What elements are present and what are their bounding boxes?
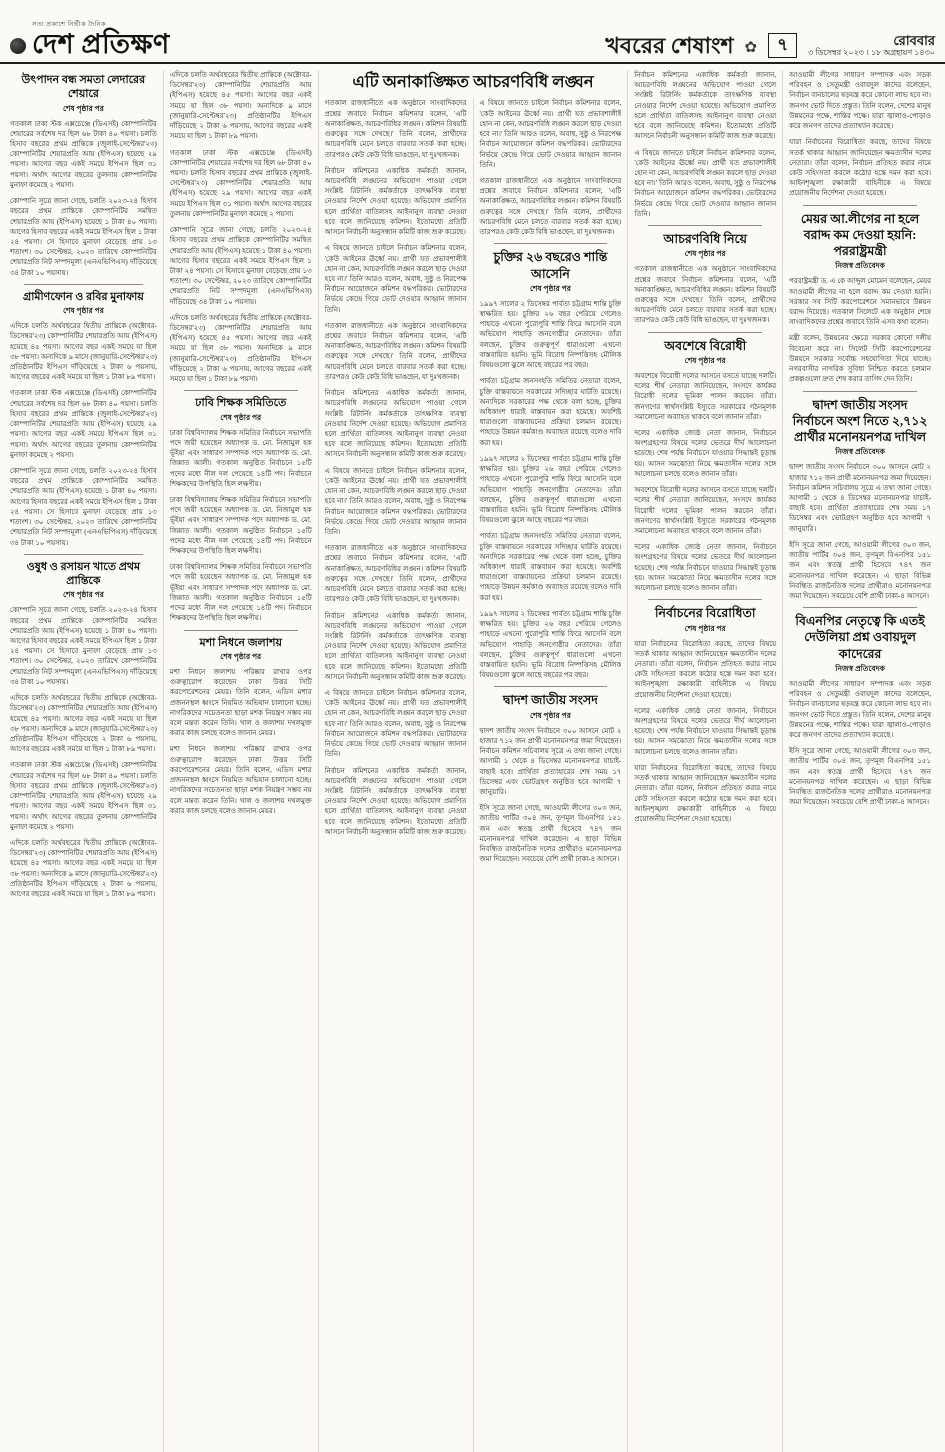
article-body: মশা নিধনে জলাশয় পরিষ্কার রাখার ওপর গুরুত্বারোপ করেছেন ঢাকা উত্তর সিটি করপোরেশনের মেয়র। তিনি বলেন, এডিস মশার প্রজননস্থল ধ্বংসে নিয়মিত অভিযান চালানো হচ্ছে। নাগরিকদের সচেতনতা ছাড়া মশক নিয়ন্ত্রণ সম্ভব নয় বলে মন্তব্য করেন তিনি। খাল ও জলাশয় দখলমুক্ত করার কাজ চলছে বলেও জানান মেয়র। bbox=[169, 745, 312, 815]
article-divider bbox=[648, 599, 762, 600]
article-body: কোম্পানি সূত্রে জানা গেছে, চলতি ২০২৩-২৪ হিসাব বছরের প্রথম প্রান্তিকে কোম্পানিটির সমন্বিত শেয়ারপ্রতি আয় (ইপিএস) হয়েছে ১ টাকা ৪০ পয়সা। আগের হিসাব বছরের একই সময়ে ইপিএস ছিল ১ টাকা ২৪ পয়সা। সে হিসাবে মুনাফা বেড়েছে প্রায় ১৩ শতাংশ। ৩০ সেপ্টেম্বর, ২০২৩ তারিখে কোম্পানিটির শেয়ারপ্রতি নিট সম্পদমূল্য (এনএভিপিএস) দাঁড়িয়েছে ৩৪ টাকা ১০ পয়সায়। bbox=[10, 197, 157, 277]
article-body: যারা নির্বাচনের বিরোধিতা করছে, তাদের বিষয়ে সতর্ক থাকার আহ্বান জানিয়েছেন ক্ষমতাসীন দলের নেতারা। তাঁরা বলেন, নির্বাচন প্রতিহত করার নামে কেউ সহিংসতা করলে কঠোর হস্তে দমন করা হবে। আইনশৃঙ্খলা রক্ষাকারী বাহিনীকে এ বিষয়ে প্রয়োজনীয় নির্দেশনা দেওয়া হয়েছে। bbox=[634, 763, 777, 823]
article-headline: দ্বাদশ জাতীয় সংসদ নির্বাচনে অংশ নিতে ২,৭১২ প্রার্থীর মনোনয়নপত্র দাখিল bbox=[792, 397, 928, 445]
article-byline: নিজস্ব প্রতিবেদক bbox=[835, 447, 885, 457]
article-byline: শেষ পৃষ্ঠার পর bbox=[62, 306, 104, 316]
article-body: যারা নির্বাচনের বিরোধিতা করছে, তাদের বিষয়ে সতর্ক থাকার আহ্বান জানিয়েছেন ক্ষমতাসীন দলের নেতারা। তাঁরা বলেন, নির্বাচন প্রতিহত করার নামে কেউ সহিংসতা করলে কঠোর হস্তে দমন করা হবে। আইনশৃঙ্খলা রক্ষাকারী বাহিনীকে এ বিষয়ে প্রয়োজনীয় নির্দেশনা দেওয়া হয়েছে। bbox=[789, 138, 931, 198]
news-column-3 bbox=[325, 98, 473, 1452]
article-body: পার্বত্য চট্টগ্রাম জনসংহতি সমিতির নেতারা বলেন, চুক্তি বাস্তবায়নে সরকারের সদিচ্ছার ঘাটতি রয়েছে। অন্যদিকে সরকারের পক্ষ থেকে বলা হচ্ছে, চুক্তির অধিকাংশ ধারাই বাস্তবায়ন করা হয়েছে। অবশিষ্ট ধারাগুলো বাস্তবায়নের প্রক্রিয়া চলমান রয়েছে। পাহাড়ে উন্নয়ন কর্মকাণ্ড অব্যাহত রয়েছে বলেও দাবি করা হয়। bbox=[479, 532, 622, 602]
lead-article-headline: এটি অনাকাঙ্ক্ষিত আচরণবিধি লঙ্ঘন bbox=[352, 72, 594, 91]
flower-ornament-icon: ✿ bbox=[744, 40, 758, 56]
article-body: এদিকে চলতি অর্থবছরের দ্বিতীয় প্রান্তিকে (অক্টোবর-ডিসেম্বর'২৩) কোম্পানিটির শেয়ারপ্রতি আয় (ইপিএস) হয়েছে ৪৫ পয়সা। আগের বছর একই সময়ে যা ছিল ৩৮ পয়সা। অন্যদিকে ৯ মাসে (জানুয়ারি-সেপ্টেম্বর'২৩) প্রতিষ্ঠানটির ইপিএস দাঁড়িয়েছে ২ টাকা ৬ পয়সায়, আগের বছরের একই সময়ে যা ছিল ১ টাকা ৮৯ পয়সা। bbox=[10, 838, 157, 899]
article-divider bbox=[184, 390, 298, 391]
article-body: নির্বাচন কমিশনের একাধিক কর্মকর্তা জানান, আচরণবিধি লঙ্ঘনের অভিযোগ পাওয়া গেলে সংশ্লিষ্ট রিটার্নিং কর্মকর্তাকে তাৎক্ষণিক ব্যবস্থা নেওয়ার নির্দেশ দেওয়া হয়েছে। অভিযোগ প্রমাণিত হলে প্রার্থিতা বাতিলসহ আইনানুগ ব্যবস্থা নেওয়া হবে বলে জানিয়েছে কমিশন। ইতোমধ্যে প্রতিটি আসনে নির্বাচনী অনুসন্ধান কমিটি কাজ শুরু করেছে। bbox=[324, 166, 467, 237]
page-body bbox=[0, 64, 945, 1452]
article-headline: আচরণবিধি নিয়ে bbox=[663, 232, 747, 247]
article-body: দলের একাধিক জ্যেষ্ঠ নেতা জানান, নির্বাচনে অংশগ্রহণের বিষয়ে দলের ভেতরে দীর্ঘ আলোচনা হয়েছে। শেষ পর্যন্ত নির্বাচনে যাওয়ার সিদ্ধান্তই চূড়ান্ত হয়। আসন সমঝোতা নিয়ে ক্ষমতাসীন দলের সঙ্গে আলোচনা চলছে বলেও জানান তাঁরা। bbox=[634, 706, 777, 756]
article-body: ঢাকা বিশ্ববিদ্যালয় শিক্ষক সমিতির নির্বাচনে সভাপতি পদে জয়ী হয়েছেন অধ্যাপক ড. মো. নিজামুল হক ভূঁইয়া এবং সাধারণ সম্পাদক পদে অধ্যাপক ড. মো. জিন্নাত আলী। গতকাল অনুষ্ঠিত নির্বাচনে ১৫টি পদের মধ্যে নীল দল পেয়েছে ১৪টি পদ। নির্বাচনে শিক্ষকদের উপস্থিতি ছিল লক্ষণীয়। bbox=[169, 563, 312, 623]
article-divider bbox=[494, 686, 608, 687]
article-body: এ বিষয়ে জানতে চাইলে নির্বাচন কমিশনার বলেন, 'কেউ আইনের ঊর্ধ্বে নয়। প্রার্থী যত প্রভাবশালীই হোন না কেন, আচরণবিধি লঙ্ঘন করলে ছাড় দেওয়া হবে না।' তিনি আরও বলেন, অবাধ, সুষ্ঠু ও নিরপেক্ষ নির্বাচন আয়োজনে কমিশন বদ্ধপরিকর। ভোটারদের নির্ভয়ে কেন্দ্রে গিয়ে ভোট দেওয়ার আহ্বান জানান তিনি। bbox=[324, 466, 467, 536]
article-divider bbox=[494, 243, 608, 244]
article-body: ইসি সূত্রে জানা গেছে, আওয়ামী লীগের ৩০৩ জন, জাতীয় পার্টির ৩০৪ জন, তৃণমূল বিএনপির ১৫১ জন এবং স্বতন্ত্র প্রার্থী হিসেবে ৭৪৭ জন মনোনয়নপত্র দাখিল করেছেন। এ ছাড়া বিভিন্ন নিবন্ধিত রাজনৈতিক দলের প্রার্থীরাও মনোনয়নপত্র জমা দিয়েছেন। সবচেয়ে বেশি প্রার্থী ঢাকা-৪ আসনে। bbox=[479, 804, 622, 864]
article-body: যারা নির্বাচনের বিরোধিতা করছে, তাদের বিষয়ে সতর্ক থাকার আহ্বান জানিয়েছেন ক্ষমতাসীন দলের নেতারা। তাঁরা বলেন, নির্বাচন প্রতিহত করার নামে কেউ সহিংসতা করলে কঠোর হস্তে দমন করা হবে। আইনশৃঙ্খলা রক্ষাকারী বাহিনীকে এ বিষয়ে প্রয়োজনীয় নির্দেশনা দেওয়া হয়েছে। bbox=[634, 639, 777, 699]
masthead-logo-icon bbox=[10, 38, 26, 54]
article-body: এ বিষয়ে জানতে চাইলে নির্বাচন কমিশনার বলেন, 'কেউ আইনের ঊর্ধ্বে নয়। প্রার্থী যত প্রভাবশালীই হোন না কেন, আচরণবিধি লঙ্ঘন করলে ছাড় দেওয়া হবে না।' তিনি আরও বলেন, অবাধ, সুষ্ঠু ও নিরপেক্ষ নির্বাচন আয়োজনে কমিশন বদ্ধপরিকর। ভোটারদের নির্ভয়ে কেন্দ্রে গিয়ে ভোট দেওয়ার আহ্বান জানান তিনি। bbox=[324, 689, 467, 759]
article-divider bbox=[184, 630, 298, 631]
header-right bbox=[605, 33, 935, 58]
article-byline: শেষ পৃষ্ঠার পর bbox=[684, 249, 726, 259]
article-headline: বিএনপির নেতৃত্বে কি এতই দেউলিয়া প্রশ্ন ওবায়দুল কাদেরের bbox=[795, 614, 925, 661]
article-divider bbox=[648, 332, 762, 333]
news-column-4 bbox=[473, 98, 622, 1452]
article-body: নির্বাচন কমিশনের একাধিক কর্মকর্তা জানান, আচরণবিধি লঙ্ঘনের অভিযোগ পাওয়া গেলে সংশ্লিষ্ট রিটার্নিং কর্মকর্তাকে তাৎক্ষণিক ব্যবস্থা নেওয়ার নির্দেশ দেওয়া হয়েছে। অভিযোগ প্রমাণিত হলে প্রার্থিতা বাতিলসহ আইনানুগ ব্যবস্থা নেওয়া হবে বলে জানিয়েছে কমিশন। ইতোমধ্যে প্রতিটি আসনে নির্বাচনী অনুসন্ধান কমিটি কাজ শুরু করেছে। bbox=[324, 766, 467, 836]
masthead-tagline: সত্য প্রকাশে নির্ভীক দৈনিক bbox=[32, 21, 106, 28]
article-body: গতকাল রাজধানীতে এক অনুষ্ঠানে সাংবাদিকদের প্রশ্নের জবাবে নির্বাচন কমিশনার বলেন, 'এটি অনাকাঙ্ক্ষিত, আচরণবিধির লঙ্ঘন। কমিশন বিষয়টি গুরুত্বের সঙ্গে দেখছে।' তিনি বলেন, প্রার্থীদের আচরণবিধি মেনে চলতে বারবার সতর্ক করা হচ্ছে। তারপরও কেউ কেউ বিধি ভাঙছেন, যা দুঃখজনক। bbox=[479, 176, 622, 237]
article-body: গতকাল ঢাকা স্টক এক্সচেঞ্জে (ডিএসই) কোম্পানিটির শেয়ারের সর্বশেষ দর ছিল ৬৮ টাকা ৪০ পয়সা। চলতি হিসাব বছরের প্রথম প্রান্তিকে (জুলাই-সেপ্টেম্বর'২৩) কোম্পানিটির শেয়ারপ্রতি আয় (ইপিএস) হয়েছে ২৯ পয়সা। আগের বছর একই সময়ে ইপিএস ছিল ৩১ পয়সা। অর্থাৎ আগের বছরের তুলনায় কোম্পানিটির মুনাফা কমেছে ২ পয়সা। bbox=[10, 389, 157, 459]
article-headline: নির্বাচনের বিরোধিতা bbox=[654, 606, 756, 621]
article-byline: নিজস্ব প্রতিবেদক bbox=[835, 261, 885, 271]
article-body: গতকাল ঢাকা স্টক এক্সচেঞ্জে (ডিএসই) কোম্পানিটির শেয়ারের সর্বশেষ দর ছিল ৬৮ টাকা ৪০ পয়সা। চলতি হিসাব বছরের প্রথম প্রান্তিকে (জুলাই-সেপ্টেম্বর'২৩) কোম্পানিটির শেয়ারপ্রতি আয় (ইপিএস) হয়েছে ২৯ পয়সা। আগের বছর একই সময়ে ইপিএস ছিল ৩১ পয়সা। অর্থাৎ আগের বছরের তুলনায় কোম্পানিটির মুনাফা কমেছে ২ পয়সা। bbox=[10, 761, 157, 831]
article-divider bbox=[24, 554, 143, 555]
article-headline: মেয়র আ.লীগের না হলে বরাদ্দ কম দেওয়া হয়নি: পররাষ্ট্রমন্ত্রী bbox=[800, 211, 920, 259]
article-body: পার্বত্য চট্টগ্রাম জনসংহতি সমিতির নেতারা বলেন, চুক্তি বাস্তবায়নে সরকারের সদিচ্ছার ঘাটতি রয়েছে। অন্যদিকে সরকারের পক্ষ থেকে বলা হচ্ছে, চুক্তির অধিকাংশ ধারাই বাস্তবায়ন করা হয়েছে। অবশিষ্ট ধারাগুলো বাস্তবায়নের প্রক্রিয়া চলমান রয়েছে। পাহাড়ে উন্নয়ন কর্মকাণ্ড অব্যাহত রয়েছে বলেও দাবি করা হয়। bbox=[479, 377, 622, 447]
news-column-6 bbox=[782, 70, 937, 1452]
article-body: কোম্পানি সূত্রে জানা গেছে, চলতি ২০২৩-২৪ হিসাব বছরের প্রথম প্রান্তিকে কোম্পানিটির সমন্বিত শেয়ারপ্রতি আয় (ইপিএস) হয়েছে ১ টাকা ৪০ পয়সা। আগের হিসাব বছরের একই সময়ে ইপিএস ছিল ১ টাকা ২৪ পয়সা। সে হিসাবে মুনাফা বেড়েছে প্রায় ১৩ শতাংশ। ৩০ সেপ্টেম্বর, ২০২৩ তারিখে কোম্পানিটির শেয়ারপ্রতি নিট সম্পদমূল্য (এনএভিপিএস) দাঁড়িয়েছে ৩৪ টাকা ১০ পয়সায়। bbox=[10, 606, 157, 686]
article-body: অবশেষে বিরোধী দলের আসনে বসতে যাচ্ছে দলটি। দলের শীর্ষ নেতারা জানিয়েছেন, সংসদে কার্যকর বিরোধী দলের ভূমিকা পালন করবেন তাঁরা। জনগণের স্বার্থসংশ্লিষ্ট ইস্যুতে সরকারের গঠনমূলক সমালোচনা অব্যাহত থাকবে বলে জানান তাঁরা। bbox=[634, 486, 777, 535]
article-body: দ্বাদশ জাতীয় সংসদ নির্বাচনে ৩০০ আসনে মোট ২ হাজার ৭১২ জন প্রার্থী মনোনয়নপত্র জমা দিয়েছেন। নির্বাচন কমিশন সচিবালয় সূত্রে এ তথ্য জানা গেছে। আগামী ১ থেকে ৪ ডিসেম্বর মনোনয়নপত্র যাচাই-বাছাই হবে। প্রার্থিতা প্রত্যাহারের শেষ সময় ১৭ ডিসেম্বর এবং ভোটগ্রহণ অনুষ্ঠিত হবে আগামী ৭ জানুয়ারি। bbox=[789, 463, 931, 533]
article-body: ইসি সূত্রে জানা গেছে, আওয়ামী লীগের ৩০৩ জন, জাতীয় পার্টির ৩০৪ জন, তৃণমূল বিএনপির ১৫১ জন এবং স্বতন্ত্র প্রার্থী হিসেবে ৭৪৭ জন মনোনয়নপত্র দাখিল করেছেন। এ ছাড়া বিভিন্ন নিবন্ধিত রাজনৈতিক দলের প্রার্থীরাও মনোনয়নপত্র জমা দিয়েছেন। সবচেয়ে বেশি প্রার্থী ঢাকা-৪ আসনে। bbox=[789, 540, 931, 600]
article-body: এদিকে চলতি অর্থবছরের দ্বিতীয় প্রান্তিকে (অক্টোবর-ডিসেম্বর'২৩) কোম্পানিটির শেয়ারপ্রতি আয় (ইপিএস) হয়েছে ৪৫ পয়সা। আগের বছর একই সময়ে যা ছিল ৩৮ পয়সা। অন্যদিকে ৯ মাসে (জানুয়ারি-সেপ্টেম্বর'২৩) প্রতিষ্ঠানটির ইপিএস দাঁড়িয়েছে ২ টাকা ৬ পয়সায়, আগের বছরের একই সময়ে যা ছিল ১ টাকা ৮৯ পয়সা। bbox=[10, 322, 157, 382]
article-divider bbox=[803, 205, 917, 206]
article-body: অবশেষে বিরোধী দলের আসনে বসতে যাচ্ছে দলটি। দলের শীর্ষ নেতারা জানিয়েছেন, সংসদে কার্যকর বিরোধী দলের ভূমিকা পালন করবেন তাঁরা। জনগণের স্বার্থসংশ্লিষ্ট ইস্যুতে সরকারের গঠনমূলক সমালোচনা অব্যাহত থাকবে বলে জানান তাঁরা। bbox=[634, 371, 777, 421]
article-body: এ বিষয়ে জানতে চাইলে নির্বাচন কমিশনার বলেন, 'কেউ আইনের ঊর্ধ্বে নয়। প্রার্থী যত প্রভাবশালীই হোন না কেন, আচরণবিধি লঙ্ঘন করলে ছাড় দেওয়া হবে না।' তিনি আরও বলেন, অবাধ, সুষ্ঠু ও নিরপেক্ষ নির্বাচন আয়োজনে কমিশন বদ্ধপরিকর। ভোটারদের নির্ভয়ে কেন্দ্রে গিয়ে ভোট দেওয়ার আহ্বান জানান তিনি। bbox=[634, 148, 777, 218]
article-body: নির্বাচন কমিশনের একাধিক কর্মকর্তা জানান, আচরণবিধি লঙ্ঘনের অভিযোগ পাওয়া গেলে সংশ্লিষ্ট রিটার্নিং কর্মকর্তাকে তাৎক্ষণিক ব্যবস্থা নেওয়ার নির্দেশ দেওয়া হয়েছে। অভিযোগ প্রমাণিত হলে প্রার্থিতা বাতিলসহ আইনানুগ ব্যবস্থা নেওয়া হবে বলে জানিয়েছে কমিশন। ইতোমধ্যে প্রতিটি আসনে নির্বাচনী অনুসন্ধান কমিটি কাজ শুরু করেছে। bbox=[324, 611, 467, 681]
article-body: এদিকে চলতি অর্থবছরের দ্বিতীয় প্রান্তিকে (অক্টোবর-ডিসেম্বর'২৩) কোম্পানিটির শেয়ারপ্রতি আয় (ইপিএস) হয়েছে ৪৫ পয়সা। আগের বছর একই সময়ে যা ছিল ৩৮ পয়সা। অন্যদিকে ৯ মাসে (জানুয়ারি-সেপ্টেম্বর'২৩) প্রতিষ্ঠানটির ইপিএস দাঁড়িয়েছে ২ টাকা ৬ পয়সায়, আগের বছরের একই সময়ে যা ছিল ১ টাকা ৮৯ পয়সা। bbox=[169, 71, 312, 141]
article-headline: অবশেষে বিরোধী bbox=[664, 338, 747, 353]
article-body: এদিকে চলতি অর্থবছরের দ্বিতীয় প্রান্তিকে (অক্টোবর-ডিসেম্বর'২৩) কোম্পানিটির শেয়ারপ্রতি আয় (ইপিএস) হয়েছে ৪৫ পয়সা। আগের বছর একই সময়ে যা ছিল ৩৮ পয়সা। অন্যদিকে ৯ মাসে (জানুয়ারি-সেপ্টেম্বর'২৩) প্রতিষ্ঠানটির ইপিএস দাঁড়িয়েছে ২ টাকা ৬ পয়সায়, আগের বছরের একই সময়ে যা ছিল ১ টাকা ৮৯ পয়সা। bbox=[169, 313, 312, 384]
article-body: এ বিষয়ে জানতে চাইলে নির্বাচন কমিশনার বলেন, 'কেউ আইনের ঊর্ধ্বে নয়। প্রার্থী যত প্রভাবশালীই হোন না কেন, আচরণবিধি লঙ্ঘন করলে ছাড় দেওয়া হবে না।' তিনি আরও বলেন, অবাধ, সুষ্ঠু ও নিরপেক্ষ নির্বাচন আয়োজনে কমিশন বদ্ধপরিকর। ভোটারদের নির্ভয়ে কেন্দ্রে গিয়ে ভোট দেওয়ার আহ্বান জানান তিনি। bbox=[479, 99, 622, 169]
article-headline: দ্বাদশ জাতীয় সংসদ bbox=[502, 693, 598, 708]
article-body: কোম্পানি সূত্রে জানা গেছে, চলতি ২০২৩-২৪ হিসাব বছরের প্রথম প্রান্তিকে কোম্পানিটির সমন্বিত শেয়ারপ্রতি আয় (ইপিএস) হয়েছে ১ টাকা ৪০ পয়সা। আগের হিসাব বছরের একই সময়ে ইপিএস ছিল ১ টাকা ২৪ পয়সা। সে হিসাবে মুনাফা বেড়েছে প্রায় ১৩ শতাংশ। ৩০ সেপ্টেম্বর, ২০২৩ তারিখে কোম্পানিটির শেয়ারপ্রতি নিট সম্পদমূল্য (এনএভিপিএস) দাঁড়িয়েছে ৩৪ টাকা ১০ পয়সায়। bbox=[10, 467, 157, 547]
article-body: ঢাকা বিশ্ববিদ্যালয় শিক্ষক সমিতির নির্বাচনে সভাপতি পদে জয়ী হয়েছেন অধ্যাপক ড. মো. নিজামুল হক ভূঁইয়া এবং সাধারণ সম্পাদক পদে অধ্যাপক ড. মো. জিন্নাত আলী। গতকাল অনুষ্ঠিত নির্বাচনে ১৫টি পদের মধ্যে নীল দল পেয়েছে ১৪টি পদ। নির্বাচনে শিক্ষকদের উপস্থিতি ছিল লক্ষণীয়। bbox=[169, 428, 312, 488]
article-byline: শেষ পৃষ্ঠার পর bbox=[529, 710, 571, 720]
news-column-5 bbox=[627, 70, 782, 1452]
article-body: ১৯৯৭ সালের ২ ডিসেম্বর পার্বত্য চট্টগ্রাম শান্তি চুক্তি স্বাক্ষরিত হয়। চুক্তির ২৬ বছর পেরিয়ে গেলেও পাহাড়ে এখনো পুরোপুরি শান্তি ফিরে আসেনি বলে অভিযোগ পাহাড়ি জনগোষ্ঠীর নেতাদের। তাঁরা বলছেন, চুক্তির গুরুত্বপূর্ণ ধারাগুলো এখনো বাস্তবায়িত হয়নি। ভূমি বিরোধ নিষ্পত্তিসহ মৌলিক বিষয়গুলো ঝুলে আছে বছরের পর বছর। bbox=[479, 609, 622, 680]
article-body: এ বিষয়ে জানতে চাইলে নির্বাচন কমিশনার বলেন, 'কেউ আইনের ঊর্ধ্বে নয়। প্রার্থী যত প্রভাবশালীই হোন না কেন, আচরণবিধি লঙ্ঘন করলে ছাড় দেওয়া হবে না।' তিনি আরও বলেন, অবাধ, সুষ্ঠু ও নিরপেক্ষ নির্বাচন আয়োজনে কমিশন বদ্ধপরিকর। ভোটারদের নির্ভয়ে কেন্দ্রে গিয়ে ভোট দেওয়ার আহ্বান জানান তিনি। bbox=[324, 244, 467, 314]
article-body: কোম্পানি সূত্রে জানা গেছে, চলতি ২০২৩-২৪ হিসাব বছরের প্রথম প্রান্তিকে কোম্পানিটির সমন্বিত শেয়ারপ্রতি আয় (ইপিএস) হয়েছে ১ টাকা ৪০ পয়সা। আগের হিসাব বছরের একই সময়ে ইপিএস ছিল ১ টাকা ২৪ পয়সা। সে হিসাবে মুনাফা বেড়েছে প্রায় ১৩ শতাংশ। ৩০ সেপ্টেম্বর, ২০২৩ তারিখে কোম্পানিটির শেয়ারপ্রতি নিট সম্পদমূল্য (এনএভিপিএস) দাঁড়িয়েছে ৩৪ টাকা ১০ পয়সায়। bbox=[169, 226, 312, 306]
article-byline: শেষ পৃষ্ঠার পর bbox=[220, 651, 262, 661]
article-body: গতকাল রাজধানীতে এক অনুষ্ঠানে সাংবাদিকদের প্রশ্নের জবাবে নির্বাচন কমিশনার বলেন, 'এটি অনাকাঙ্ক্ষিত, আচরণবিধির লঙ্ঘন। কমিশন বিষয়টি গুরুত্বের সঙ্গে দেখছে।' তিনি বলেন, প্রার্থীদের আচরণবিধি মেনে চলতে বারবার সতর্ক করা হচ্ছে। তারপরও কেউ কেউ বিধি ভাঙছেন, যা দুঃখজনক। bbox=[324, 321, 467, 381]
article-body: ঢাকা বিশ্ববিদ্যালয় শিক্ষক সমিতির নির্বাচনে সভাপতি পদে জয়ী হয়েছেন অধ্যাপক ড. মো. নিজামুল হক ভূঁইয়া এবং সাধারণ সম্পাদক পদে অধ্যাপক ড. মো. জিন্নাত আলী। গতকাল অনুষ্ঠিত নির্বাচনে ১৫টি পদের মধ্যে নীল দল পেয়েছে ১৪টি পদ। নির্বাচনে শিক্ষকদের উপস্থিতি ছিল লক্ষণীয়। bbox=[169, 495, 312, 556]
article-body: গতকাল রাজধানীতে এক অনুষ্ঠানে সাংবাদিকদের প্রশ্নের জবাবে নির্বাচন কমিশনার বলেন, 'এটি অনাকাঙ্ক্ষিত, আচরণবিধির লঙ্ঘন। কমিশন বিষয়টি গুরুত্বের সঙ্গে দেখছে।' তিনি বলেন, প্রার্থীদের আচরণবিধি মেনে চলতে বারবার সতর্ক করা হচ্ছে। তারপরও কেউ কেউ বিধি ভাঙছেন, যা দুঃখজনক। bbox=[634, 265, 777, 325]
article-body: গতকাল ঢাকা স্টক এক্সচেঞ্জে (ডিএসই) কোম্পানিটির শেয়ারের সর্বশেষ দর ছিল ৬৮ টাকা ৪০ পয়সা। চলতি হিসাব বছরের প্রথম প্রান্তিকে (জুলাই-সেপ্টেম্বর'২৩) কোম্পানিটির শেয়ারপ্রতি আয় (ইপিএস) হয়েছে ২৯ পয়সা। আগের বছর একই সময়ে ইপিএস ছিল ৩১ পয়সা। অর্থাৎ আগের বছরের তুলনায় কোম্পানিটির মুনাফা কমেছে ২ পয়সা। bbox=[169, 148, 312, 218]
article-body: নির্বাচন কমিশনের একাধিক কর্মকর্তা জানান, আচরণবিধি লঙ্ঘনের অভিযোগ পাওয়া গেলে সংশ্লিষ্ট রিটার্নিং কর্মকর্তাকে তাৎক্ষণিক ব্যবস্থা নেওয়ার নির্দেশ দেওয়া হয়েছে। অভিযোগ প্রমাণিত হলে প্রার্থিতা বাতিলসহ আইনানুগ ব্যবস্থা নেওয়া হবে বলে জানিয়েছে কমিশন। ইতোমধ্যে প্রতিটি আসনে নির্বাচনী অনুসন্ধান কমিটি কাজ শুরু করেছে। bbox=[634, 71, 777, 141]
page-number: ৭ bbox=[768, 33, 797, 58]
article-body: নির্বাচন কমিশনের একাধিক কর্মকর্তা জানান, আচরণবিধি লঙ্ঘনের অভিযোগ পাওয়া গেলে সংশ্লিষ্ট রিটার্নিং কর্মকর্তাকে তাৎক্ষণিক ব্যবস্থা নেওয়ার নির্দেশ দেওয়া হয়েছে। অভিযোগ প্রমাণিত হলে প্রার্থিতা বাতিলসহ আইনানুগ ব্যবস্থা নেওয়া হবে বলে জানিয়েছে কমিশন। ইতোমধ্যে প্রতিটি আসনে নির্বাচনী অনুসন্ধান কমিটি কাজ শুরু করেছে। bbox=[324, 389, 467, 459]
article-byline: শেষ পৃষ্ঠার পর bbox=[684, 623, 726, 633]
article-byline: শেষ পৃষ্ঠার পর bbox=[220, 412, 262, 422]
article-body: এদিকে চলতি অর্থবছরের দ্বিতীয় প্রান্তিকে (অক্টোবর-ডিসেম্বর'২৩) কোম্পানিটির শেয়ারপ্রতি আয় (ইপিএস) হয়েছে ৪৫ পয়সা। আগের বছর একই সময়ে যা ছিল ৩৮ পয়সা। অন্যদিকে ৯ মাসে (জানুয়ারি-সেপ্টেম্বর'২৩) প্রতিষ্ঠানটির ইপিএস দাঁড়িয়েছে ২ টাকা ৬ পয়সায়, আগের বছরের একই সময়ে যা ছিল ১ টাকা ৮৯ পয়সা। bbox=[10, 694, 157, 754]
article-body: দ্বাদশ জাতীয় সংসদ নির্বাচনে ৩০০ আসনে মোট ২ হাজার ৭১২ জন প্রার্থী মনোনয়নপত্র জমা দিয়েছেন। নির্বাচন কমিশন সচিবালয় সূত্রে এ তথ্য জানা গেছে। আগামী ১ থেকে ৪ ডিসেম্বর মনোনয়নপত্র যাচাই-বাছাই হবে। প্রার্থিতা প্রত্যাহারের শেষ সময় ১৭ ডিসেম্বর এবং ভোটগ্রহণ অনুষ্ঠিত হবে আগামী ৭ জানুয়ারি। bbox=[479, 726, 622, 796]
article-divider bbox=[803, 391, 917, 392]
article-headline: ওষুধ ও রসায়ন খাতে প্রথম প্রান্তিকে bbox=[26, 560, 141, 588]
article-body: পররাষ্ট্রমন্ত্রী ড. এ কে আব্দুল মোমেন বলেছেন, মেয়র আওয়ামী লীগের না হলে বরাদ্দ কম দেওয়া হয়নি। সরকার সব সিটি করপোরেশনে সমানভাবে উন্নয়ন বরাদ্দ দিয়েছে। গতকাল সিলেটে এক অনুষ্ঠান শেষে সাংবাদিকদের প্রশ্নের জবাবে তিনি এসব কথা বলেন। bbox=[789, 277, 931, 327]
article-body: ১৯৯৭ সালের ২ ডিসেম্বর পার্বত্য চট্টগ্রাম শান্তি চুক্তি স্বাক্ষরিত হয়। চুক্তির ২৬ বছর পেরিয়ে গেলেও পাহাড়ে এখনো পুরোপুরি শান্তি ফিরে আসেনি বলে অভিযোগ পাহাড়ি জনগোষ্ঠীর নেতাদের। তাঁরা বলছেন, চুক্তির গুরুত্বপূর্ণ ধারাগুলো এখনো বাস্তবায়িত হয়নি। ভূমি বিরোধ নিষ্পত্তিসহ মৌলিক বিষয়গুলো ঝুলে আছে বছরের পর বছর। bbox=[479, 299, 622, 370]
article-body: ইসি সূত্রে জানা গেছে, আওয়ামী লীগের ৩০৩ জন, জাতীয় পার্টির ৩০৪ জন, তৃণমূল বিএনপির ১৫১ জন এবং স্বতন্ত্র প্রার্থী হিসেবে ৭৪৭ জন মনোনয়নপত্র দাখিল করেছেন। এ ছাড়া বিভিন্ন নিবন্ধিত রাজনৈতিক দলের প্রার্থীরাও মনোনয়নপত্র জমা দিয়েছেন। সবচেয়ে বেশি প্রার্থী ঢাকা-৪ আসনে। bbox=[789, 747, 931, 807]
article-byline: নিজস্ব প্রতিবেদক bbox=[835, 663, 885, 673]
article-byline: শেষ পৃষ্ঠার পর bbox=[62, 590, 104, 600]
masthead-block bbox=[10, 19, 170, 58]
article-body: গতকাল ঢাকা স্টক এক্সচেঞ্জে (ডিএসই) কোম্পানিটির শেয়ারের সর্বশেষ দর ছিল ৬৮ টাকা ৪০ পয়সা। চলতি হিসাব বছরের প্রথম প্রান্তিকে (জুলাই-সেপ্টেম্বর'২৩) কোম্পানিটির শেয়ারপ্রতি আয় (ইপিএস) হয়েছে ২৯ পয়সা। আগের বছর একই সময়ে ইপিএস ছিল ৩১ পয়সা। অর্থাৎ আগের বছরের তুলনায় কোম্পানিটির মুনাফা কমেছে ২ পয়সা। bbox=[10, 119, 157, 189]
article-body: দলের একাধিক জ্যেষ্ঠ নেতা জানান, নির্বাচনে অংশগ্রহণের বিষয়ে দলের ভেতরে দীর্ঘ আলোচনা হয়েছে। শেষ পর্যন্ত নির্বাচনে যাওয়ার সিদ্ধান্তই চূড়ান্ত হয়। আসন সমঝোতা নিয়ে ক্ষমতাসীন দলের সঙ্গে আলোচনা চলছে বলেও জানান তাঁরা। bbox=[634, 543, 777, 593]
article-body: আওয়ামী লীগের সাধারণ সম্পাদক এবং সড়ক পরিবহন ও সেতুমন্ত্রী ওবায়দুল কাদের বলেছেন, নির্বাচন বানচালের ষড়যন্ত্র করে কোনো লাভ হবে না। জনগণ ভোট দিতে প্রস্তুত। তিনি বলেন, দেশের মানুষ উন্নয়নের পক্ষে, শান্তির পক্ষে। যারা জ্বালাও-পোড়াও করে জনগণ তাদের প্রত্যাখ্যান করেছে। bbox=[789, 71, 931, 131]
date-line: ৩ ডিসেম্বর ২০২৩ । ১৮ অগ্রহায়ণ ১৪৩০ bbox=[808, 48, 935, 58]
article-body: মন্ত্রী বলেন, উন্নয়নের ক্ষেত্রে সরকার কোনো দলীয় বিবেচনা করে না। সিলেট সিটি করপোরেশনের উন্নয়নে সরকার সর্বোচ্চ সহযোগিতা দিয়ে যাচ্ছে। নগরবাসীর নাগরিক সুবিধা নিশ্চিত করতে চলমান প্রকল্পগুলো দ্রুত শেষ করার তাগিদ দেন তিনি। bbox=[789, 334, 931, 384]
article-body: গতকাল রাজধানীতে এক অনুষ্ঠানে সাংবাদিকদের প্রশ্নের জবাবে নির্বাচন কমিশনার বলেন, 'এটি অনাকাঙ্ক্ষিত, আচরণবিধির লঙ্ঘন। কমিশন বিষয়টি গুরুত্বের সঙ্গে দেখছে।' তিনি বলেন, প্রার্থীদের আচরণবিধি মেনে চলতে বারবার সতর্ক করা হচ্ছে। তারপরও কেউ কেউ বিধি ভাঙছেন, যা দুঃখজনক। bbox=[324, 544, 467, 604]
weekday: রোববার bbox=[893, 32, 935, 48]
news-column-2 bbox=[163, 70, 318, 1452]
article-body: গতকাল রাজধানীতে এক অনুষ্ঠানে সাংবাদিকদের প্রশ্নের জবাবে নির্বাচন কমিশনার বলেন, 'এটি অনাকাঙ্ক্ষিত, আচরণবিধির লঙ্ঘন। কমিশন বিষয়টি গুরুত্বের সঙ্গে দেখছে।' তিনি বলেন, প্রার্থীদের আচরণবিধি মেনে চলতে বারবার সতর্ক করা হচ্ছে। তারপরও কেউ কেউ বিধি ভাঙছেন, যা দুঃখজনক। bbox=[324, 99, 467, 159]
newspaper-masthead: দেশ প্রতিক্ষণ bbox=[32, 29, 170, 59]
article-byline: শেষ পৃষ্ঠার পর bbox=[529, 283, 571, 293]
lead-article bbox=[318, 70, 628, 1452]
section-title: খবরের শেষাংশ bbox=[605, 33, 734, 58]
article-divider bbox=[803, 607, 917, 608]
article-headline: ঢাবি শিক্ষক সমিতিতে bbox=[195, 397, 287, 410]
article-byline: শেষ পৃষ্ঠার পর bbox=[684, 355, 726, 365]
article-byline: শেষ পৃষ্ঠার পর bbox=[62, 103, 104, 113]
article-headline: উৎপাদন বন্ধ সমতা লেদারের শেয়ারে bbox=[21, 74, 146, 101]
article-body: দলের একাধিক জ্যেষ্ঠ নেতা জানান, নির্বাচনে অংশগ্রহণের বিষয়ে দলের ভেতরে দীর্ঘ আলোচনা হয়েছে। শেষ পর্যন্ত নির্বাচনে যাওয়ার সিদ্ধান্তই চূড়ান্ত হয়। আসন সমঝোতা নিয়ে ক্ষমতাসীন দলের সঙ্গে আলোচনা চলছে বলেও জানান তাঁরা। bbox=[634, 428, 777, 478]
date-block bbox=[808, 33, 935, 58]
article-headline: মশা নিধনে জলাশয় bbox=[199, 636, 282, 649]
news-column-1 bbox=[8, 70, 163, 1452]
page-header bbox=[0, 0, 945, 64]
article-divider bbox=[24, 284, 143, 285]
article-divider bbox=[648, 225, 762, 226]
article-body: মশা নিধনে জলাশয় পরিষ্কার রাখার ওপর গুরুত্বারোপ করেছেন ঢাকা উত্তর সিটি করপোরেশনের মেয়র। তিনি বলেন, এডিস মশার প্রজননস্থল ধ্বংসে নিয়মিত অভিযান চালানো হচ্ছে। নাগরিকদের সচেতনতা ছাড়া মশক নিয়ন্ত্রণ সম্ভব নয় বলে মন্তব্য করেন তিনি। খাল ও জলাশয় দখলমুক্ত করার কাজ চলছে বলেও জানান মেয়র। bbox=[169, 667, 312, 738]
article-body: আওয়ামী লীগের সাধারণ সম্পাদক এবং সড়ক পরিবহন ও সেতুমন্ত্রী ওবায়দুল কাদের বলেছেন, নির্বাচন বানচালের ষড়যন্ত্র করে কোনো লাভ হবে না। জনগণ ভোট দিতে প্রস্তুত। তিনি বলেন, দেশের মানুষ উন্নয়নের পক্ষে, শান্তির পক্ষে। যারা জ্বালাও-পোড়াও করে জনগণ তাদের প্রত্যাখ্যান করেছে। bbox=[789, 679, 931, 739]
article-body: ১৯৯৭ সালের ২ ডিসেম্বর পার্বত্য চট্টগ্রাম শান্তি চুক্তি স্বাক্ষরিত হয়। চুক্তির ২৬ বছর পেরিয়ে গেলেও পাহাড়ে এখনো পুরোপুরি শান্তি ফিরে আসেনি বলে অভিযোগ পাহাড়ি জনগোষ্ঠীর নেতাদের। তাঁরা বলছেন, চুক্তির গুরুত্বপূর্ণ ধারাগুলো এখনো বাস্তবায়িত হয়নি। ভূমি বিরোধ নিষ্পত্তিসহ মৌলিক বিষয়গুলো ঝুলে আছে বছরের পর বছর। bbox=[479, 454, 622, 525]
article-headline: গ্রামীণফোন ও রবির মুনাফায় bbox=[22, 290, 144, 303]
article-headline: চুক্তির ২৬ বছরেও শান্তি আসেনি bbox=[493, 250, 608, 281]
